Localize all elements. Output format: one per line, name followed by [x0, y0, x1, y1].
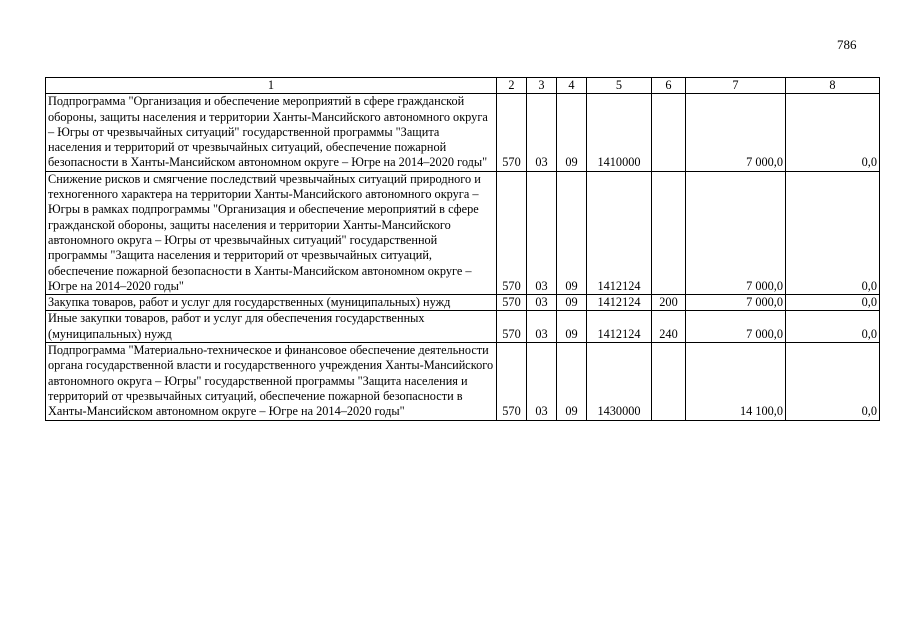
row-section: 03: [527, 311, 557, 343]
row-subsection: 09: [557, 94, 587, 171]
row-description: Подпрограмма "Организация и обеспечение мероприятий в сфере гражданской обороны, защиты населения и территории Ханты-Мансийского автономного округа – Югры от чрезвычайных ситуаций" государственной программы "Защита населения и территорий от чрезвычайных ситуаций, обеспечение пожарной безопасности в Ханты-Мансийском автономном округе – Югре на 2014–2020 годы": [46, 94, 497, 171]
table-row: [46, 311, 880, 343]
row-section: 03: [527, 171, 557, 294]
row-amount: 14 100,0: [686, 343, 786, 420]
header-col-1: 1: [46, 78, 497, 94]
table-row: [46, 343, 880, 420]
row-section: 03: [527, 343, 557, 420]
page-number: 786: [837, 37, 857, 52]
row-expense-type: [652, 94, 686, 171]
row-expense-type: 240: [652, 311, 686, 343]
row-subsection: 09: [557, 171, 587, 294]
row-admin-code: 570: [497, 343, 527, 420]
row-expense-type: [652, 171, 686, 294]
row-amount: 7 000,0: [686, 94, 786, 171]
header-col-2: 2: [497, 78, 527, 94]
row-amount: 7 000,0: [686, 295, 786, 311]
row-admin-code: 570: [497, 171, 527, 294]
row-description: Подпрограмма "Материально-техническое и финансовое обеспечение деятельности органа государственной власти и государственного учреждения Ханты-Мансийского автономного округа – Югры" государственной программы "Защита населения и территорий от чрезвычайных ситуаций, обеспечение пожарной безопасности в Ханты-Мансийском автономном округе – Югре на 2014–2020 годы": [46, 343, 497, 420]
row-amount-extra: 0,0: [786, 94, 880, 171]
row-description: Иные закупки товаров, работ и услуг для обеспечения государственных (муниципальных) нужд: [46, 311, 497, 343]
row-admin-code: 570: [497, 311, 527, 343]
row-target-article: 1412124: [587, 171, 652, 294]
table-row: [46, 94, 880, 171]
row-description: Закупка товаров, работ и услуг для государственных (муниципальных) нужд: [46, 295, 497, 311]
table-row: [46, 171, 880, 294]
header-col-3: 3: [527, 78, 557, 94]
budget-table: [45, 77, 880, 421]
row-target-article: 1410000: [587, 94, 652, 171]
row-admin-code: 570: [497, 295, 527, 311]
row-subsection: 09: [557, 311, 587, 343]
header-col-4: 4: [557, 78, 587, 94]
row-amount-extra: 0,0: [786, 171, 880, 294]
row-target-article: 1412124: [587, 295, 652, 311]
table-row: [46, 295, 880, 311]
row-amount-extra: 0,0: [786, 295, 880, 311]
row-amount-extra: 0,0: [786, 343, 880, 420]
row-subsection: 09: [557, 295, 587, 311]
header-col-8: 8: [786, 78, 880, 94]
header-col-5: 5: [587, 78, 652, 94]
row-amount: 7 000,0: [686, 171, 786, 294]
row-expense-type: 200: [652, 295, 686, 311]
header-col-6: 6: [652, 78, 686, 94]
row-target-article: 1430000: [587, 343, 652, 420]
row-target-article: 1412124: [587, 311, 652, 343]
row-amount: 7 000,0: [686, 311, 786, 343]
row-subsection: 09: [557, 343, 587, 420]
row-admin-code: 570: [497, 94, 527, 171]
table-header-row: [46, 78, 880, 94]
row-amount-extra: 0,0: [786, 311, 880, 343]
row-description: Снижение рисков и смягчение последствий чрезвычайных ситуаций природного и техногенного характера на территории Ханты-Мансийского автономного округа – Югры в рамках подпрограммы "Организация и обеспечение мероприятий в сфере гражданской обороны, защиты населения и территории Ханты-Мансийского автономного округа – Югры от чрезвычайных ситуаций" государственной программы "Защита населения и территорий от чрезвычайных ситуаций, обеспечение пожарной безопасности в Ханты-Мансийском автономном округе – Югре на 2014–2020 годы": [46, 171, 497, 294]
header-col-7: 7: [686, 78, 786, 94]
row-section: 03: [527, 295, 557, 311]
row-section: 03: [527, 94, 557, 171]
row-expense-type: [652, 343, 686, 420]
